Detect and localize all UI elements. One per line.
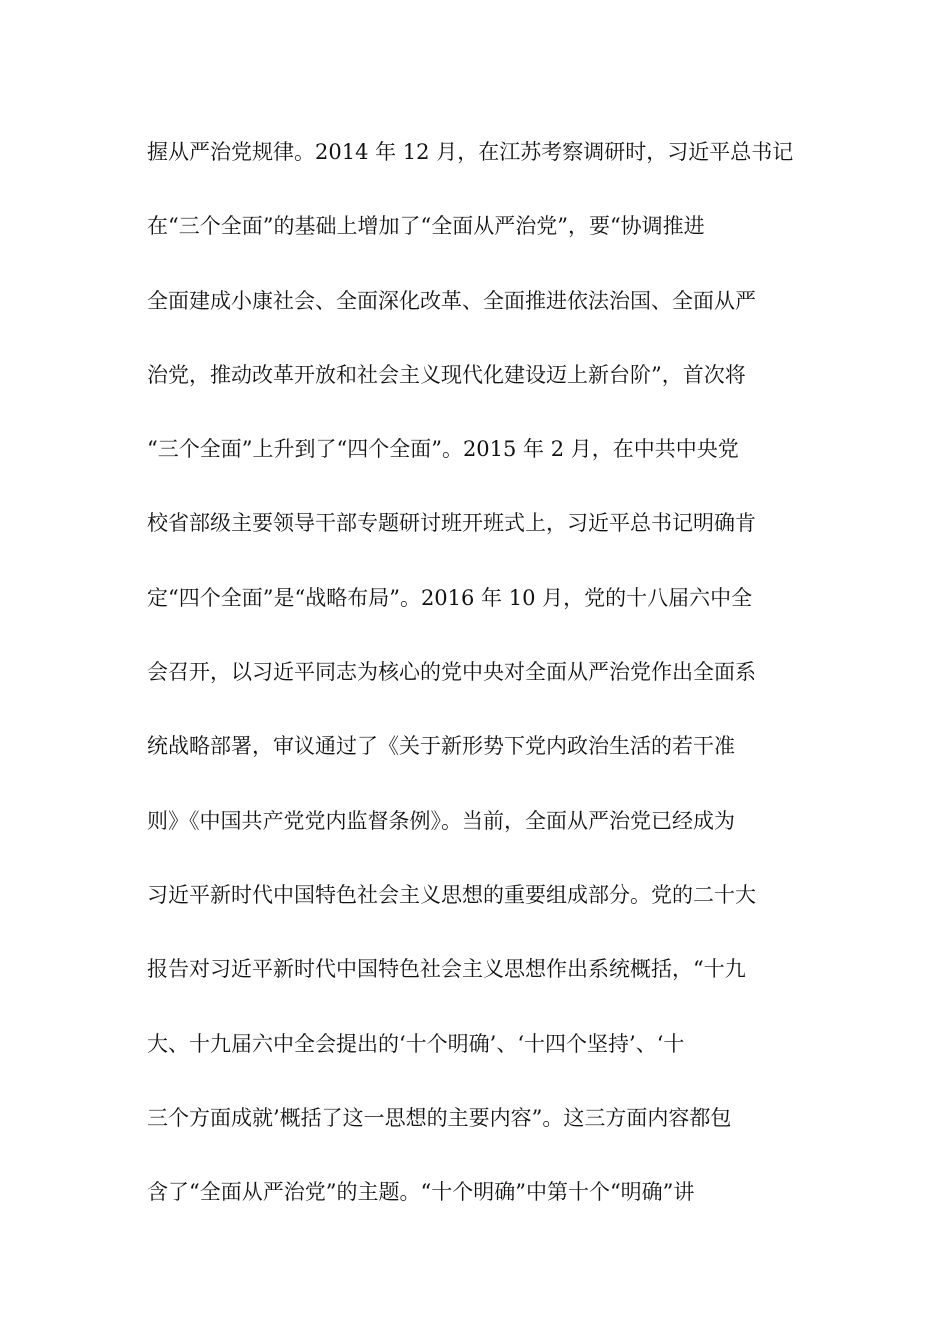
text-line-14: 三个方面成就’概括了这一思想的主要内容”。这三方面内容都包: [147, 1105, 732, 1130]
text-line-5: “三个全面”上升到了“四个全面”。2015 年 2 月，在中共中央党: [147, 437, 739, 462]
text-line-9: 统战略部署，审议通过了《关于新形势下党内政治生活的若干准: [147, 734, 735, 759]
text-line-15: 含了“全面从严治党”的主题。“十个明确”中第十个“明确”讲: [147, 1180, 695, 1205]
text-line-10: 则》《中国共产党党内监督条例》。当前，全面从严治党已经成为: [147, 808, 735, 833]
text-line-1: 握从严治党规律。2014 年 12 月，在江苏考察调研时，习近平总书记: [147, 140, 794, 164]
text-line-6: 校省部级主要领导干部专题研讨班开班式上，习近平总书记明确肯: [147, 511, 756, 536]
text-line-8: 会召开，以习近平同志为核心的党中央对全面从严治党作出全面系: [147, 660, 756, 685]
body-text: [147, 128, 807, 1242]
text-line-4: 治党，推动改革开放和社会主义现代化建设迈上新台阶”，首次将: [147, 362, 746, 387]
text-line-3: 全面建成小康社会、全面深化改革、全面推进依法治国、全面从严: [147, 288, 756, 313]
text-line-7: 定“四个全面”是“战略布局”。2016 年 10 月，党的十八届六中全: [147, 585, 753, 610]
text-line-12: 报告对习近平新时代中国特色社会主义思想作出系统概括，“十九: [147, 957, 746, 982]
text-line-13: 大、十九届六中全会提出的‘十个明确’、‘十四个坚持’、‘十: [147, 1031, 685, 1056]
text-line-2: 在“三个全面”的基础上增加了“全面从严治党”，要“协调推进: [147, 214, 705, 239]
text-line-11: 习近平新时代中国特色社会主义思想的重要组成部分。党的二十大: [147, 882, 756, 907]
